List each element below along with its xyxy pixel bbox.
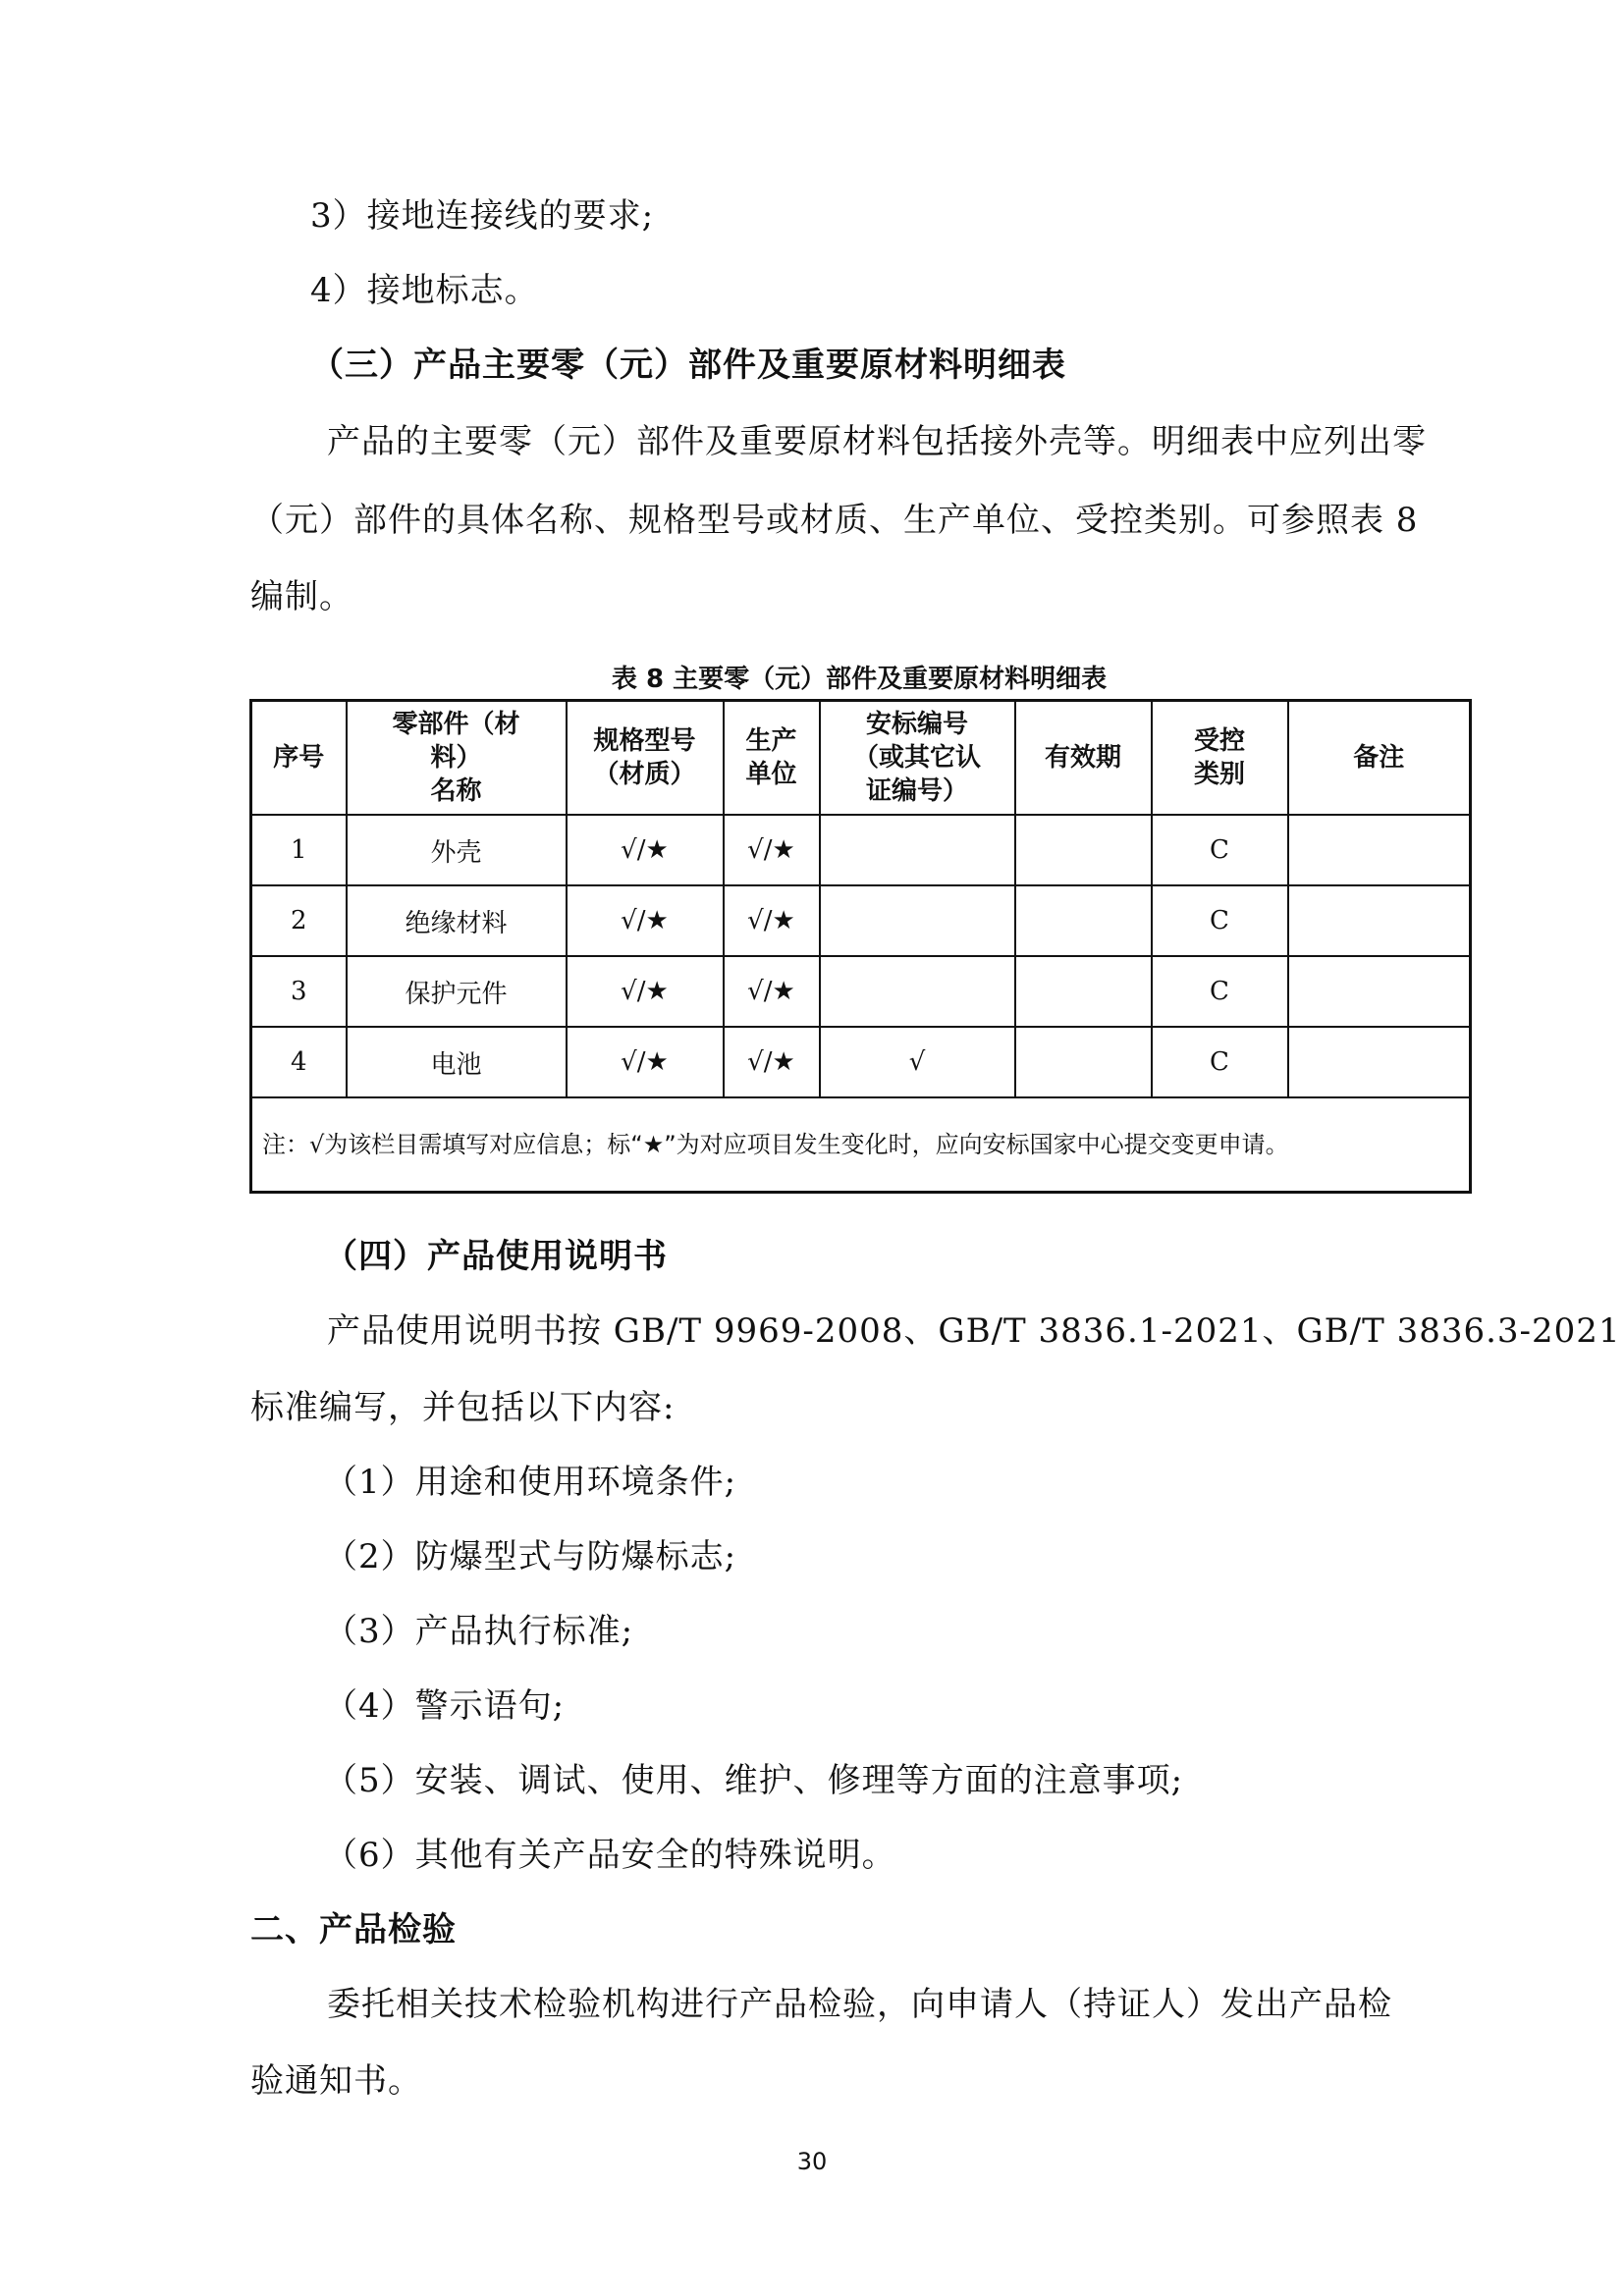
table-header-row (251, 701, 1471, 816)
cell-validity (1015, 815, 1152, 885)
header-part-name: 零部件（材 料） 名称 (347, 701, 567, 816)
cell-cert (820, 815, 1015, 885)
cell-seq: 2 (251, 885, 347, 956)
cell-validity (1015, 885, 1152, 956)
list-item-usage: （1）用途和使用环境条件; (324, 1463, 737, 1502)
header-validity: 有效期 (1015, 701, 1152, 816)
cell-cert: √ (820, 1027, 1015, 1097)
cell-seq: 1 (251, 815, 347, 885)
cell-name: 保护元件 (347, 956, 567, 1027)
cell-seq: 4 (251, 1027, 347, 1097)
list-item-warning: （4）警示语句; (324, 1686, 566, 1726)
table-row (251, 956, 1471, 1027)
cell-name: 绝缘材料 (347, 885, 567, 956)
header-control-category: 受控 类别 (1152, 701, 1288, 816)
cell-name: 外壳 (347, 815, 567, 885)
cell-spec: √/★ (567, 1027, 724, 1097)
cell-remark (1288, 815, 1471, 885)
header-spec: 规格型号 （材质） (567, 701, 724, 816)
cell-remark (1288, 956, 1471, 1027)
cell-producer: √/★ (724, 815, 820, 885)
cell-producer: √/★ (724, 956, 820, 1027)
table-note-row (251, 1097, 1471, 1193)
page-number: 30 (796, 2148, 828, 2175)
cell-control: C (1152, 885, 1288, 956)
table-row (251, 885, 1471, 956)
cell-spec: √/★ (567, 956, 724, 1027)
table-row (251, 815, 1471, 885)
cell-cert (820, 956, 1015, 1027)
table-note: 注：√为该栏目需填写对应信息；标“★”为对应项目发生变化时，应向安标国家中心提交变更申请。 (251, 1097, 1471, 1193)
section-heading-manual: （四）产品使用说明书 (324, 1237, 668, 1276)
section-heading-inspection: 二、产品检验 (250, 1910, 457, 1949)
table-caption: 表 8 主要零（元）部件及重要原材料明细表 (611, 665, 1108, 694)
cell-remark (1288, 1027, 1471, 1097)
cell-cert (820, 885, 1015, 956)
header-remark: 备注 (1288, 701, 1471, 816)
cell-name: 电池 (347, 1027, 567, 1097)
cell-control: C (1152, 956, 1288, 1027)
cell-producer: √/★ (724, 885, 820, 956)
cell-control: C (1152, 1027, 1288, 1097)
list-item-special: （6）其他有关产品安全的特殊说明。 (324, 1836, 896, 1875)
list-item-explosion-proof: （2）防爆型式与防爆标志; (324, 1537, 737, 1576)
header-cert-number: 安标编号 （或其它认 证编号） (820, 701, 1015, 816)
cell-validity (1015, 956, 1152, 1027)
paragraph-inspection-line-2: 验通知书。 (250, 2061, 422, 2101)
paragraph-parts-line-3: 编制。 (250, 577, 353, 616)
list-item-installation: （5）安装、调试、使用、维护、修理等方面的注意事项; (324, 1761, 1184, 1800)
list-item-grounding-mark: 4）接地标志。 (310, 271, 539, 310)
cell-spec: √/★ (567, 815, 724, 885)
section-heading-parts: （三）产品主要零（元）部件及重要原材料明细表 (310, 346, 1066, 385)
paragraph-manual-line-2: 标准编写，并包括以下内容: (250, 1388, 676, 1427)
list-item-grounding-wire: 3）接地连接线的要求; (310, 196, 655, 236)
cell-spec: √/★ (567, 885, 724, 956)
parts-table (249, 699, 1472, 1194)
paragraph-parts-line-2: （元）部件的具体名称、规格型号或材质、生产单位、受控类别。可参照表 8 (250, 501, 1419, 540)
cell-seq: 3 (251, 956, 347, 1027)
table-row (251, 1027, 1471, 1097)
cell-producer: √/★ (724, 1027, 820, 1097)
list-item-standard: （3）产品执行标准; (324, 1612, 634, 1651)
paragraph-inspection-line-1: 委托相关技术检验机构进行产品检验，向申请人（持证人）发出产品检 (327, 1985, 1392, 2024)
paragraph-manual-line-1: 产品使用说明书按 GB/T 9969-2008、GB/T 3836.1-2021、GB/T 3836.3-2021 (327, 1311, 1621, 1351)
cell-validity (1015, 1027, 1152, 1097)
cell-remark (1288, 885, 1471, 956)
header-seq: 序号 (251, 701, 347, 816)
header-producer: 生产 单位 (724, 701, 820, 816)
paragraph-parts-line-1: 产品的主要零（元）部件及重要原材料包括接外壳等。明细表中应列出零 (327, 422, 1427, 461)
cell-control: C (1152, 815, 1288, 885)
